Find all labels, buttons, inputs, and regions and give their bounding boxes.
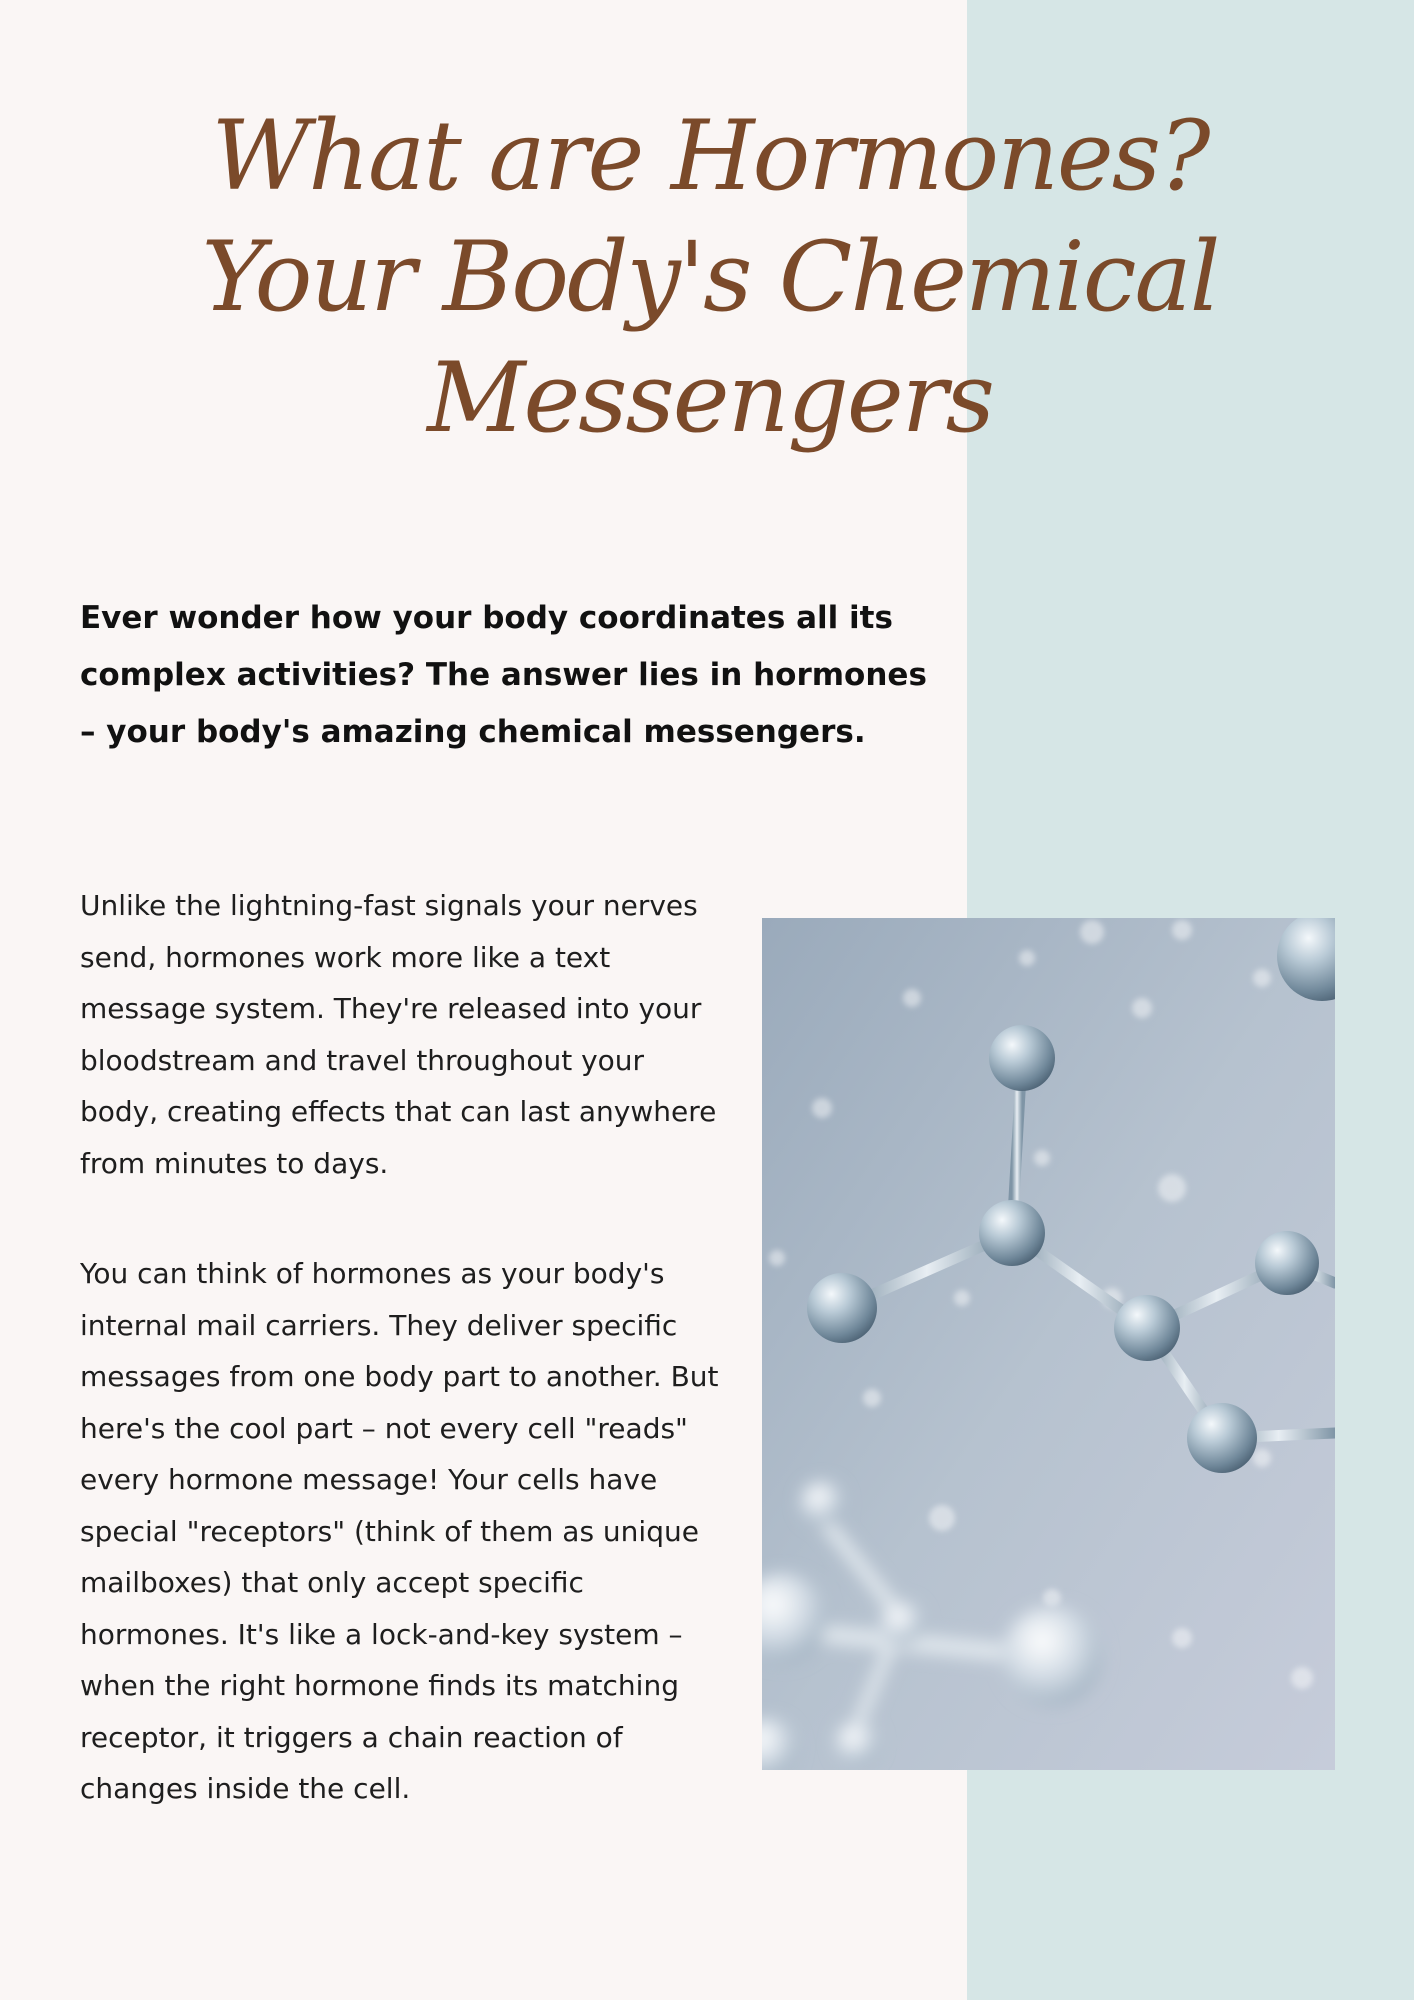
body-paragraph-2: You can think of hormones as your body's internal mail carriers. They deliver specific messages from one body part to another. But here's the cool part – not every cell "reads" every hormone message! Your cells have special "receptors" (think of them as unique mailboxes) that only accept specific hormones. It's like a lock-and-key system – when the right hormone finds its matching receptor, it triggers a chain reaction of changes inside the cell. (80, 1257, 719, 1805)
title-line-1: What are Hormones? (211, 100, 1209, 212)
molecule-illustration (762, 918, 1335, 1770)
title-line-2: Your Body's Chemical (201, 221, 1219, 333)
molecule-image (762, 918, 1335, 1770)
title-line-3: Messengers (427, 342, 993, 454)
body-paragraph-1: Unlike the lightning-fast signals your nerves send, hormones work more like a text message system. They're released into your bloodstream and travel throughout your body, creating effects that can last anywhere from minutes to days. (80, 889, 717, 1180)
lead-paragraph: Ever wonder how your body coordinates all its complex activities? The answer lies in hormones – your body's amazing chemical messengers. (80, 600, 927, 750)
page-title (160, 96, 1260, 459)
